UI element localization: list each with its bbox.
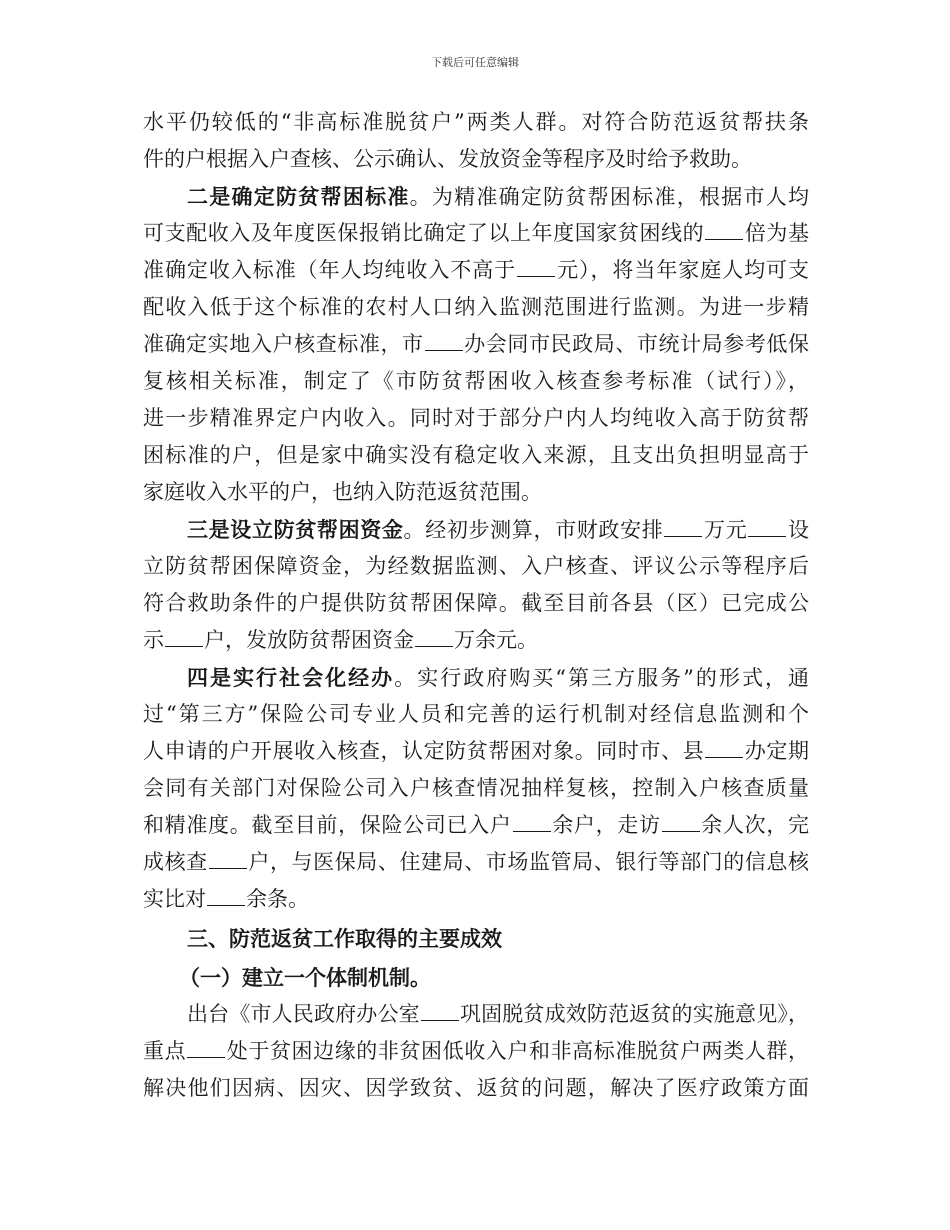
blank-underline <box>415 624 453 647</box>
text-segment: 出台《市人民政府办公室 <box>187 1002 420 1026</box>
text-segment: 元），将当年家庭人均可支 <box>556 258 809 282</box>
text-segment: 示 <box>143 628 164 652</box>
text-segment: 解决他们因病、因灾、因学致贫、返贫的问题，解决了医疗政策方面 <box>143 1076 809 1100</box>
blank-underline <box>748 514 786 537</box>
text-line <box>143 844 809 881</box>
blank-underline <box>207 883 245 906</box>
blank-underline <box>517 254 555 277</box>
text-line <box>143 141 809 178</box>
text-line <box>143 326 809 363</box>
text-segment: 进一步精准界定户内收入。同时对于部分户内人均纯收入高于防贫帮 <box>143 406 809 430</box>
text-line <box>143 474 809 511</box>
text-line <box>143 548 809 585</box>
text-segment: 过“第三方”保险公司专业人员和完善的运行机制对经信息监测和个 <box>143 702 809 726</box>
text-segment: 会同有关部门对保险公司入户核查情况抽样复核，控制入户核查质量 <box>143 776 809 800</box>
text-segment: 巩固脱贫成效防范返贫的实施意见》， <box>459 1002 809 1026</box>
blank-underline <box>705 217 743 240</box>
text-line <box>143 996 809 1033</box>
bold-lead: 四是实行社会化经办 <box>187 665 395 690</box>
text-segment: 准确定收入标准（年人均纯收入不高于 <box>143 258 517 282</box>
bold-lead: 二是确定防贫帮困标准 <box>187 184 410 209</box>
text-segment: 水平仍较低的“非高标准脱贫户”两类人群。对符合防范返贫帮扶条 <box>143 110 809 134</box>
blank-underline <box>664 514 702 537</box>
blank-underline <box>513 809 551 832</box>
text-segment: 万余元。 <box>454 628 538 652</box>
text-segment: 件的户根据入户查核、公示确认、发放资金等程序及时给予救助。 <box>143 147 752 171</box>
text-line <box>143 881 809 918</box>
text-line <box>143 252 809 289</box>
text-segment: 成核查 <box>143 850 208 874</box>
subsection-heading: （一）建立一个体制机制。 <box>179 965 431 990</box>
blank-underline <box>421 998 459 1021</box>
text-segment: 准确定实地入户核查标准，市 <box>143 332 424 356</box>
text-segment: 。经初步测算，市财政安排 <box>403 518 664 542</box>
text-segment: 万元 <box>703 518 748 542</box>
text-line <box>143 733 809 770</box>
text-segment: 处于贫困边缘的非贫困低收入户和非高标准脱贫户两类人群， <box>226 1039 809 1063</box>
text-segment: 倍为基 <box>744 221 809 245</box>
text-line <box>143 807 809 844</box>
text-line <box>143 770 809 807</box>
blank-underline <box>705 735 743 758</box>
text-line <box>143 622 809 659</box>
text-line <box>143 659 809 696</box>
text-line <box>143 1070 809 1107</box>
text-line <box>143 585 809 622</box>
text-segment: 户，与医保局、住建局、市场监管局、银行等部门的信息核 <box>247 850 809 874</box>
blank-underline <box>165 624 203 647</box>
text-segment: 办会同市民政局、市统计局参考低保 <box>463 332 809 356</box>
text-segment: 余人次，完 <box>700 813 809 837</box>
text-segment: 人申请的户开展收入核查，认定防贫帮困对象。同时市、县 <box>143 739 705 763</box>
page-header: 下载后可任意编辑 <box>431 56 519 69</box>
text-segment: 户，发放防贫帮困资金 <box>204 628 414 652</box>
bold-lead: 三是设立防贫帮困资金 <box>187 517 404 542</box>
text-segment: 余条。 <box>246 887 309 911</box>
text-segment: 符合救助条件的户提供防贫帮困保障。截至目前各县（区）已完成公 <box>143 591 809 615</box>
text-line <box>143 696 809 733</box>
blank-underline <box>187 1035 225 1058</box>
text-segment: 重点 <box>143 1039 187 1063</box>
text-segment: 设 <box>787 518 809 542</box>
text-line <box>143 400 809 437</box>
text-segment: 和精准度。截至目前，保险公司已入户 <box>143 813 512 837</box>
text-segment: 。实行政府购买“第三方服务”的形式，通 <box>394 666 809 690</box>
text-segment: 可支配收入及年度医保报销比确定了以上年度国家贫困线的 <box>143 221 705 245</box>
text-segment: 困标准的户，但是家中确实没有稳定收入来源，且支出负担明显高于 <box>143 443 809 467</box>
text-segment: 配收入低于这个标准的农村人口纳入监测范围进行监测。为进一步精 <box>143 295 809 319</box>
text-segment: 办定期 <box>744 739 809 763</box>
section-heading: 三、防范返贫工作取得的主要成效 <box>187 926 502 951</box>
text-line <box>143 289 809 326</box>
blank-underline <box>425 328 463 351</box>
text-segment: 立防贫帮困保障资金，为经数据监测、入户核查、评议公示等程序后 <box>143 554 809 578</box>
text-segment: 余户，走访 <box>551 813 661 837</box>
blank-underline <box>209 846 247 869</box>
blank-underline <box>662 809 700 832</box>
text-line <box>143 437 809 474</box>
text-line <box>143 215 809 252</box>
text-line <box>143 104 809 141</box>
text-segment: 家庭收入水平的户，也纳入防范返贫范围。 <box>143 480 542 504</box>
text-line <box>143 363 809 400</box>
text-segment: 实比对 <box>143 887 206 911</box>
text-segment: 。为精准确定防贫帮困标准，根据市人均 <box>409 185 809 209</box>
text-segment: 复核相关标准，制定了《市防贫帮困收入核查参考标准（试行）》， <box>143 369 809 393</box>
document-body <box>143 104 809 1107</box>
text-line <box>143 511 809 548</box>
text-line <box>143 178 809 215</box>
text-line <box>143 1033 809 1070</box>
